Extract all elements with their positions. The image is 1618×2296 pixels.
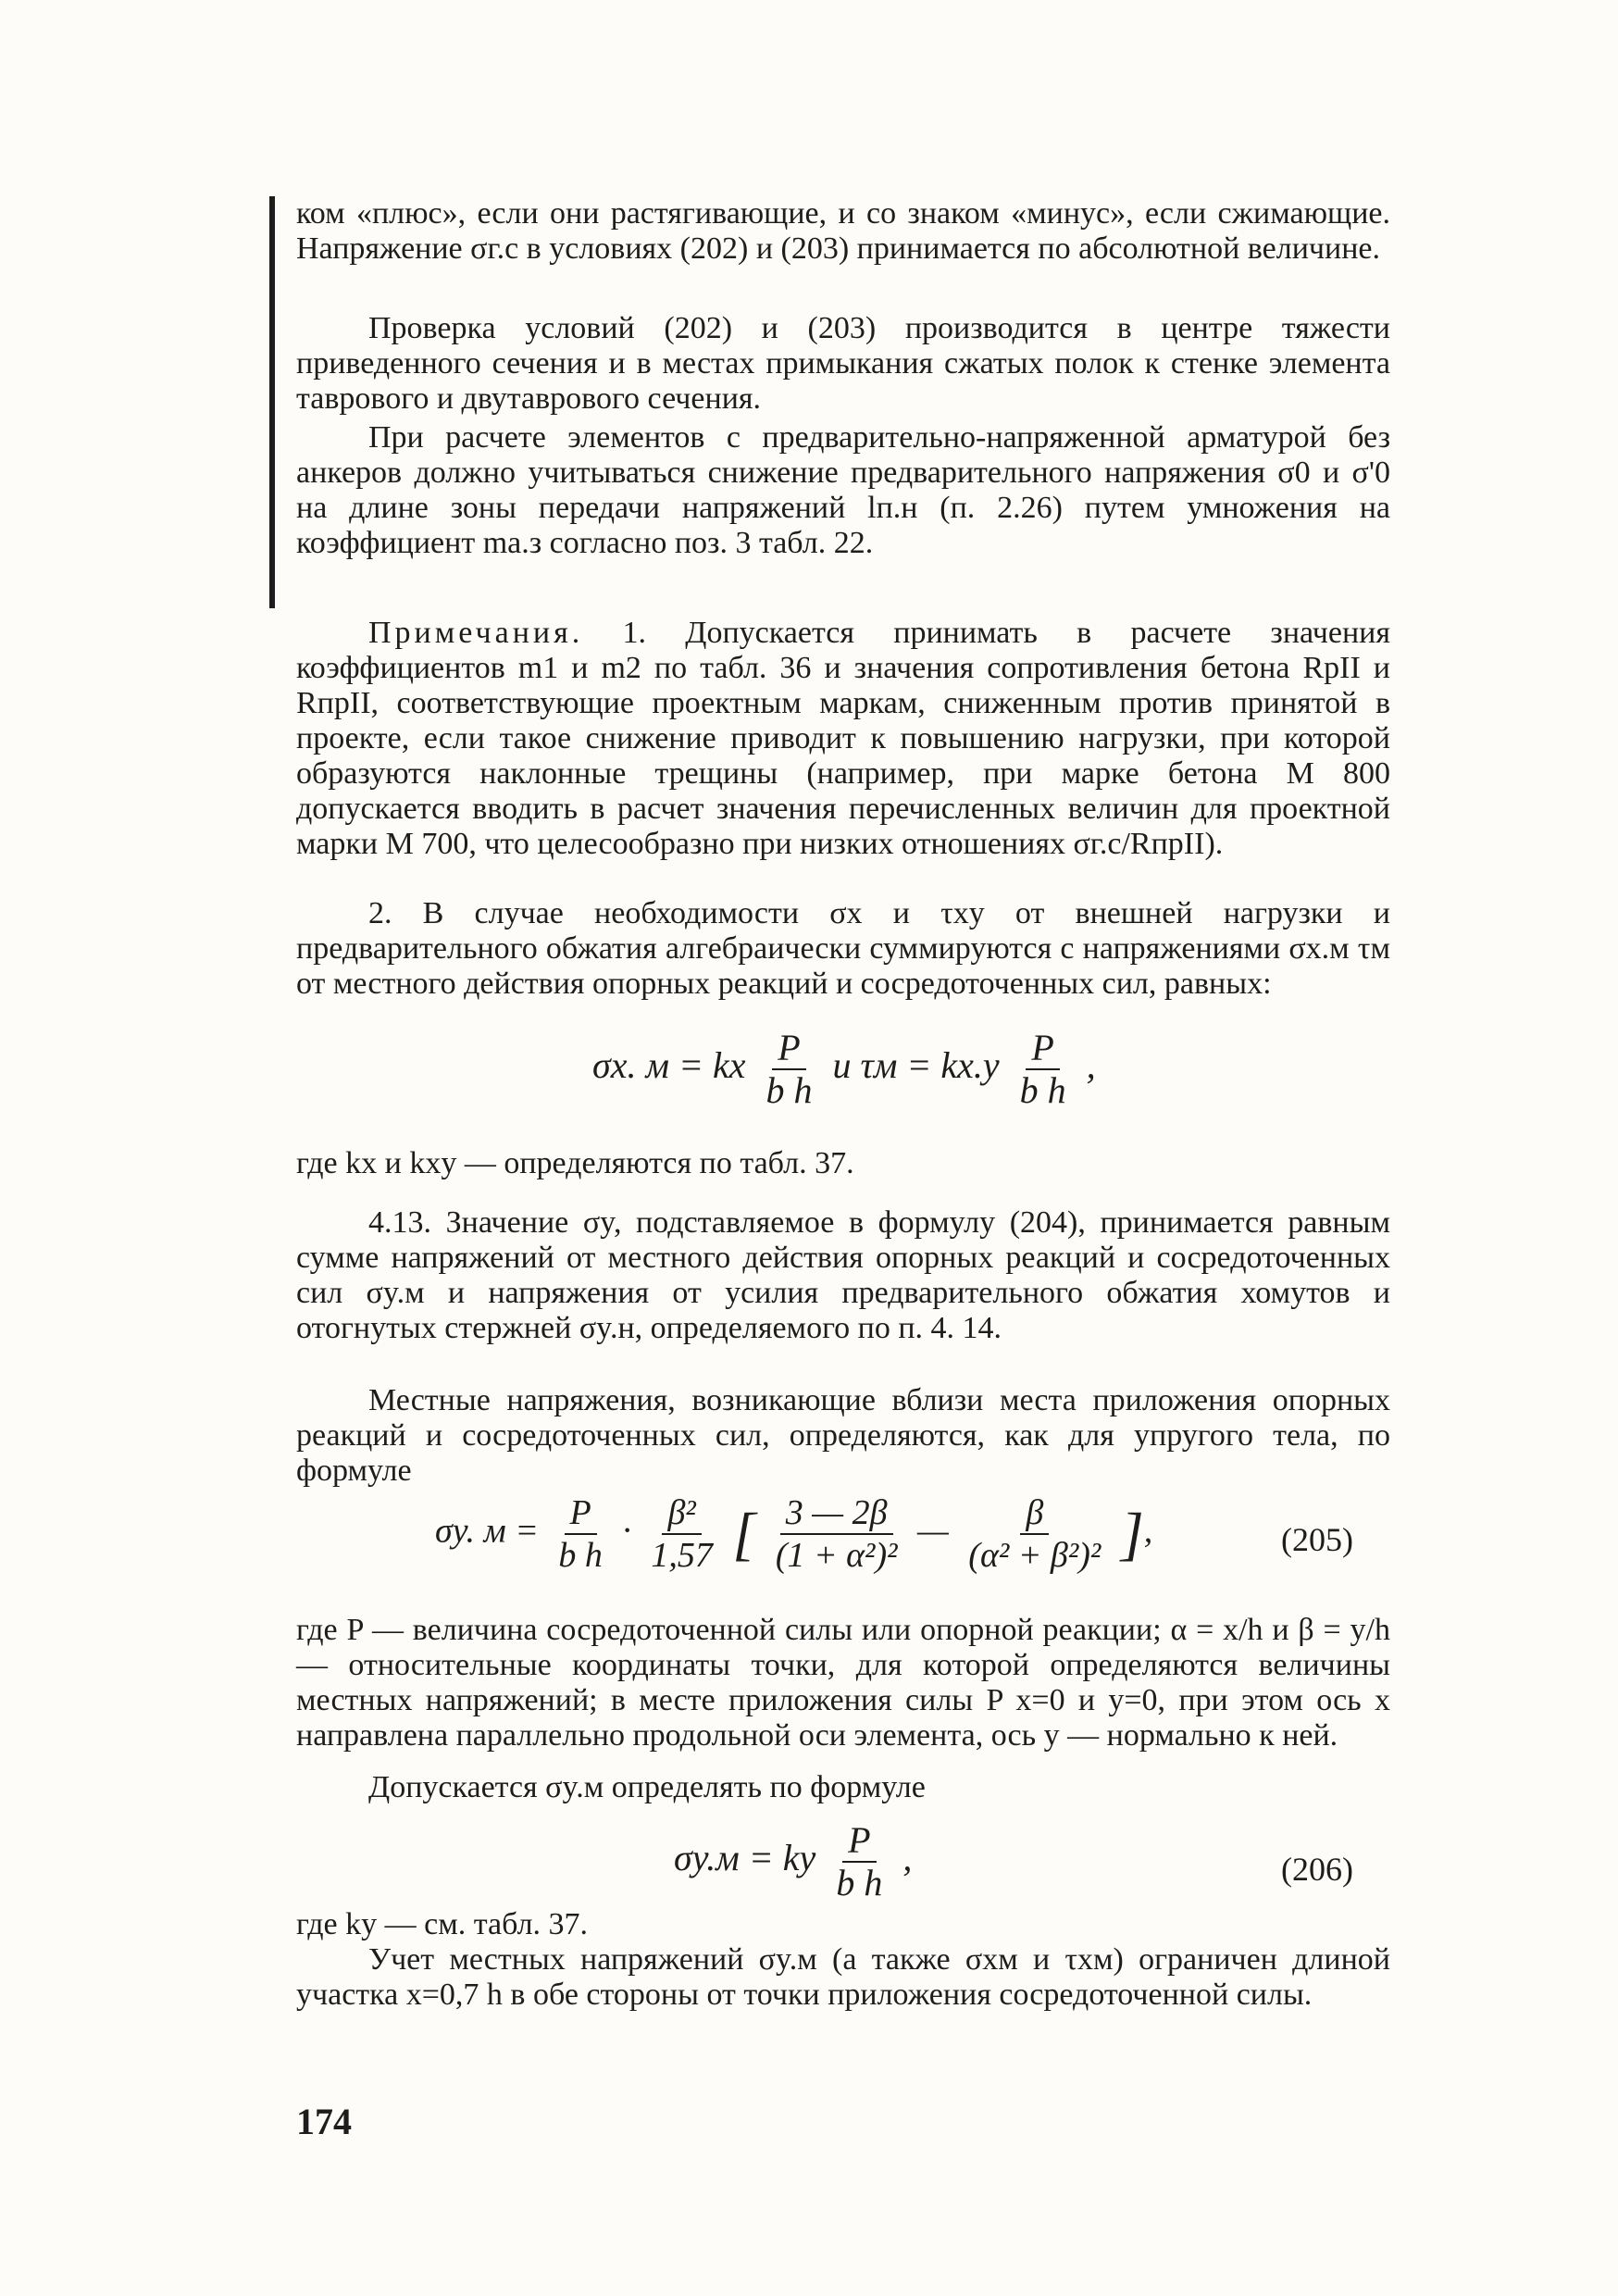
formula-lhs: σy.м = ky [674,1837,816,1879]
paragraph-prestressed: При расчете элементов с предварительно-напряженной арматурой без анкеров должно учитываться снижение предварительного напряжения σ0 и σ'0 на длине зоны передачи напряжений lп.н (п. 2.26) путем умножения на коэффициент mа.з согласно поз. 3 табл. 22. [296,420,1390,560]
paragraph-local-stress-limit: Учет местных напряжений σy.м (а также σxм и τxм) ограничен длиной участка x=0,7 h в обе стороны от точки приложения сосредоточенной силы. [296,1942,1390,2012]
fraction: $\frac{3 — 2\beta}{\text{(1 + α²)²}}$ [775,1493,898,1575]
where-kx: где kx и kxy — определяются по табл. 37. [296,1146,854,1180]
paragraph-local-stresses: Местные напряжения, возникающие вблизи места приложения опорных реакций и сосредоточенных сил, определяются, как для упругого тела, по формуле [296,1383,1390,1488]
note-2: 2. В случае необходимости σx и τxy от внешней нагрузки и предварительного обжатия алгебраически суммируются с напряжениями σx.м τм от местного действия опорных реакций и сосредоточенных сил, равных: [296,896,1390,1001]
margin-change-bar [269,196,275,608]
paragraph-allowed-formula: Допускается σy.м определять по формуле [368,1770,926,1804]
paragraph-check-conditions: Проверка условий (202) и (203) производится в центре тяжести приведенного сечения и в местах примыкания сжатых полок к стенке элемента таврового и двутаврового сечения. [296,311,1390,416]
page-number: 174 [296,2101,352,2142]
formula-206: σy.м = ky $\frac{P}{\text{b h}}$ , [674,1819,913,1903]
fraction: $\frac{\beta}{\text{(α² + β²)²}}$ [968,1493,1101,1575]
where-ky: где ky — см. табл. 37. [296,1907,589,1941]
notes-heading: Примечания. [368,616,584,650]
fraction: $\frac{\text{β²}}{1,57}$ [651,1493,713,1575]
paragraph-continuation: ком «плюс», если они растягивающие, и со знаком «минус», если сжимающие. Напряжение σг.с в условиях (202) и (203) принимается по абсолютной величине. [296,196,1390,266]
formula-lhs: σy. м = [435,1511,539,1551]
formula-local-stress: σx. м = kx $\frac{P}{\text{b h}}$ и τм = kx.y $\frac{P}{\text{b h}}$ , [592,1027,1096,1111]
note-1 [296,616,1390,862]
formula-mid: и τм = kx.y [832,1044,1000,1087]
formula-lhs: σx. м = kx [592,1044,746,1087]
equation-number-205: (205) [1281,1521,1353,1558]
fraction: $\frac{P}{\text{b h}}$ [1019,1027,1066,1111]
where-p-definition: где P — величина сосредоточенной силы или опорной реакции; α = x/h и β = y/h — относительные координаты точки, для которой определяются величины местных напряжений; в месте приложения силы P x=0 и y=0, при этом ось x направлена параллельно продольной оси элемента, ось y — нормально к ней. [296,1613,1390,1753]
fraction: $\frac{P}{\text{b h}}$ [558,1493,603,1575]
fraction: $\frac{P}{\text{b h}}$ [765,1027,813,1111]
equation-number-206: (206) [1281,1851,1353,1888]
paragraph-4-13: 4.13. Значение σy, подставляемое в формулу (204), принимается равным сумме напряжений от местного действия опорных реакций и сосредоточенных сил σy.м и напряжения от усилия предварительного обжатия хомутов и отогнутых стержней σy.н, определяемого по п. 4. 14. [296,1205,1390,1345]
note-1-text: 1. Допускается принимать в расчете значения коэффициентов m1 и m2 по табл. 36 и значения сопротивления бетона RрII и RпрII, соответствующие проектным маркам, сниженным против принятой в проекте, если такое снижение приводит к повышению нагрузки, при которой образуются наклонные трещины (например, при марке бетона М 800 допускается вводить в расчет значения перечисленных величин для проектной марки М 700, что целесообразно при низких отношениях σг.с/RпрII). [296,616,1390,861]
fraction: $\frac{P}{\text{b h}}$ [836,1819,883,1903]
formula-205: σy. м = $\frac{P}{\text{b h}}$ · $\frac{\text{β²}}{1,57}$ [ $\frac{3 — 2\beta}{\text{(1 + α²)²}}$ — $\frac{\beta}{\text{(α² + β²)²}}$ ], [435,1493,1153,1575]
